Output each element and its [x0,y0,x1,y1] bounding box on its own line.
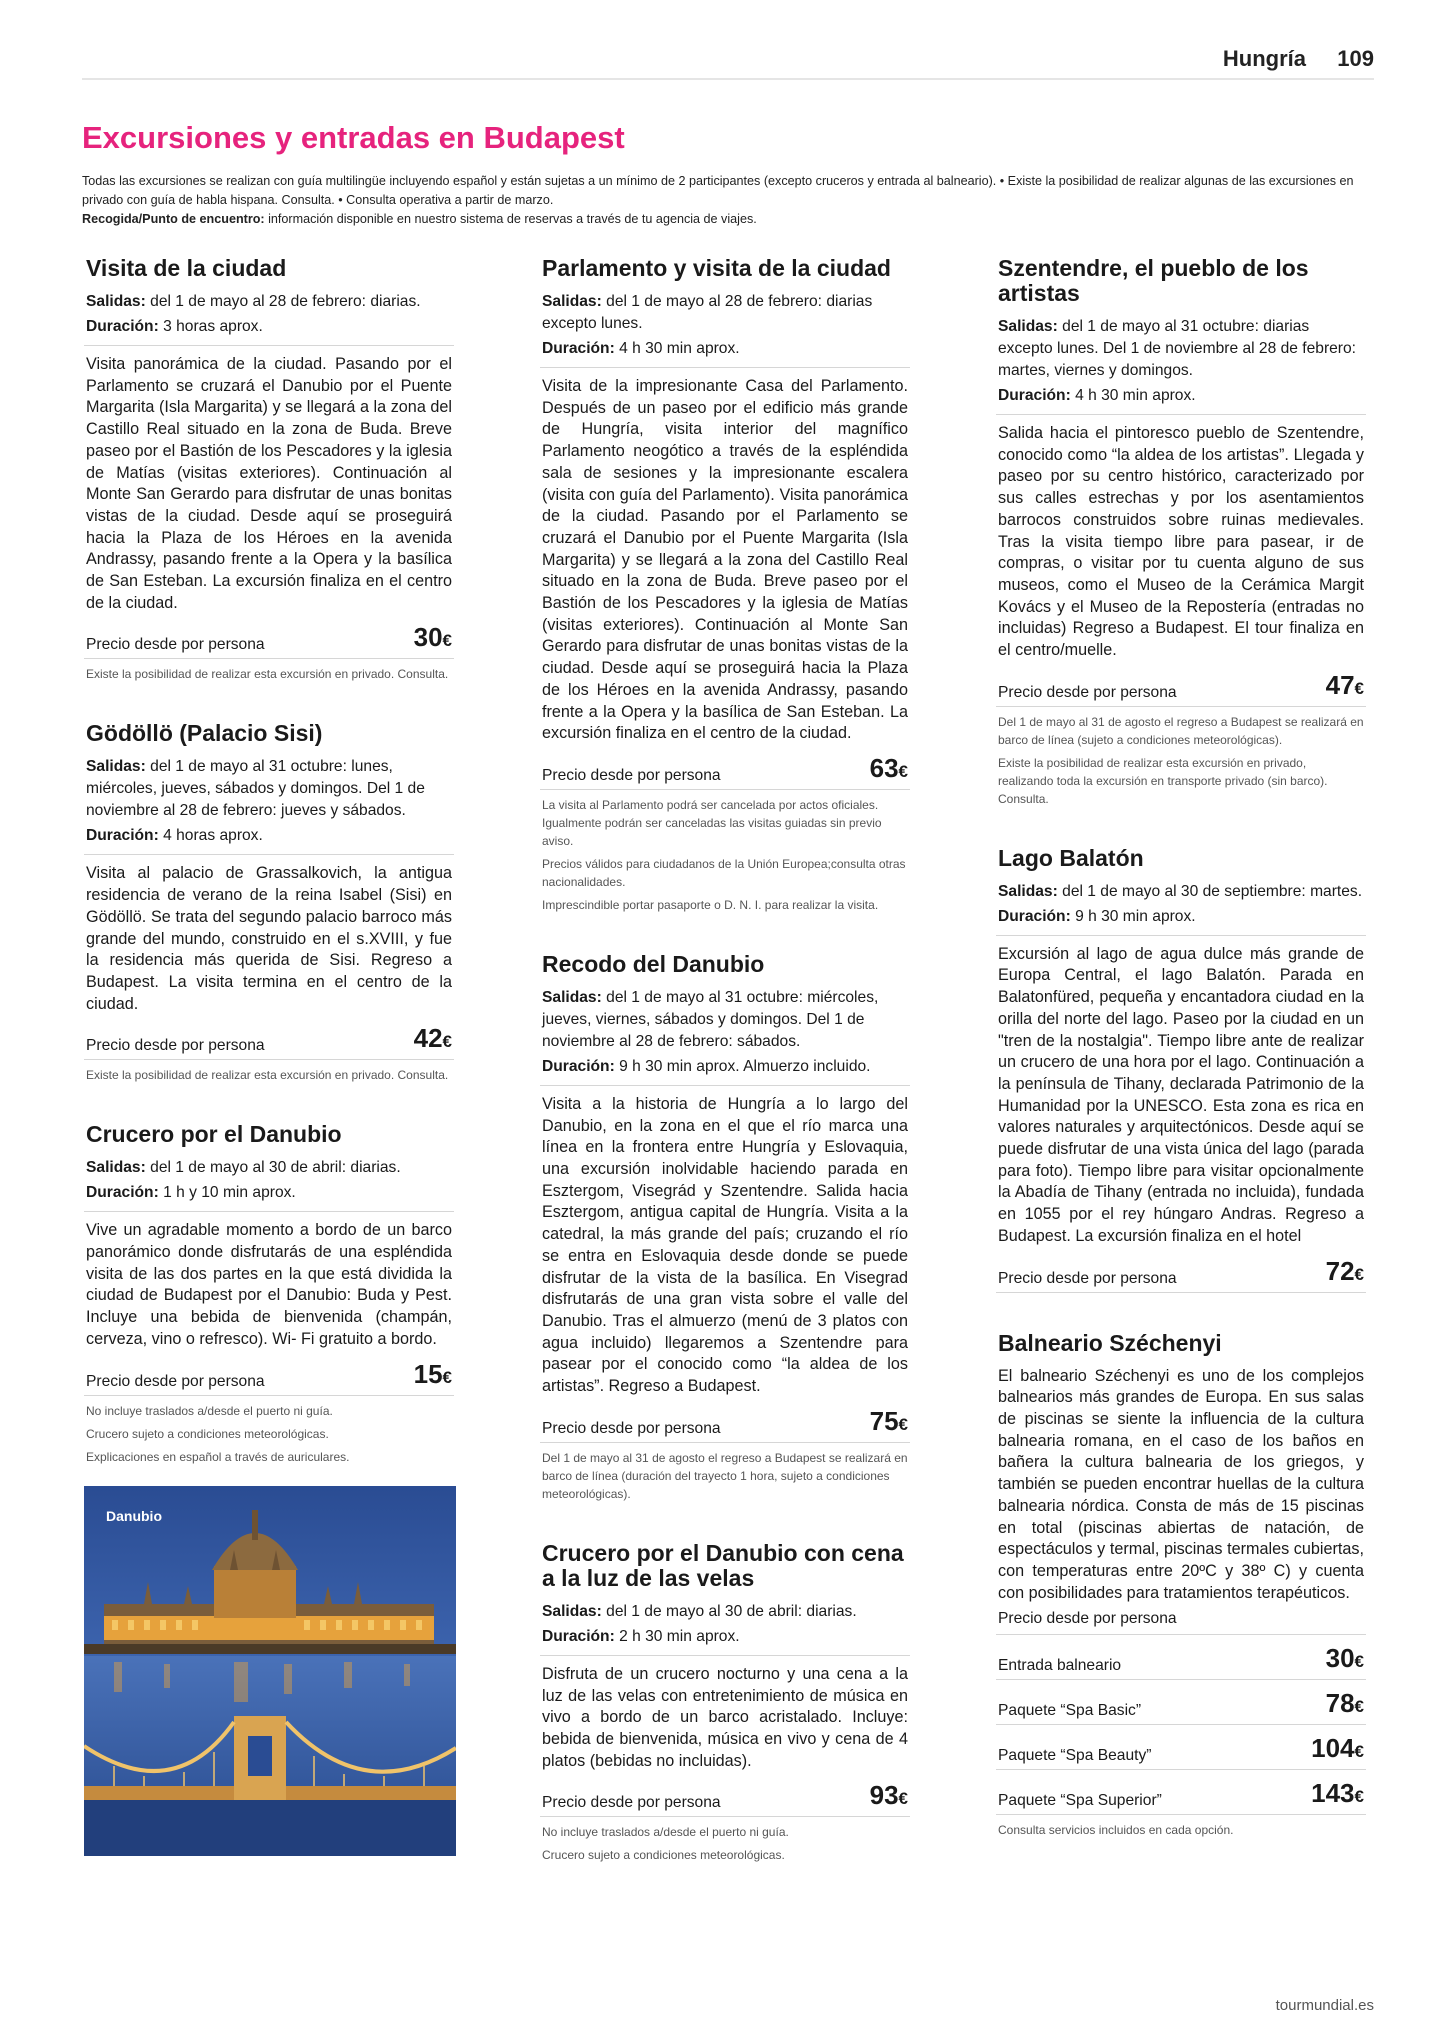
excursion-title: Lago Balatón [998,844,1144,871]
excursion-title: Visita de la ciudad [86,255,287,281]
excursion-description: Visita de la impresionante Casa del Parlamento. Después de un paseo por el edificio más grande de Hungría, visita interior del magnífico Parlamento neogótico a través de la espléndida sala de sesiones y la impresionante escalera (visita con guía del Parlamento). Visita panorámica de la ciudad. Pasando por el Parlamento se cruzará el Danubio por el Puente Margarita (Isla Margarita) y se llegará a la zona del Castillo Real situado en la zona de Buda. Breve paseo por el Bastión de los Pescadores y la iglesia de Matías (visitas exteriores). Continuación al Monte San Gerardo para disfrutar de unas bonitas vistas de la ciudad. Desde aquí se proseguirá hacia la Plaza de los Héroes en la avenida Andrassy, pasando frente a la Opera y la basílica de San Esteban. La excursión finaliza en el centro de la ciudad. [542,377,908,743]
salidas-text: del 1 de mayo al 31 octubre: miércoles, jueves, viernes, sábados y domingos. Del 1 de noviembre al 28 de febrero: sábados. [542,988,879,1050]
excursion-title: Gödöllö (Palacio Sisi) [86,720,323,747]
salidas-text: del 1 de mayo al 31 octubre: lunes, miércoles, jueves, sábados y domingos. Del 1 de noviembre al 28 de febrero: jueves y sábados. [86,758,425,820]
price-row [540,1782,910,1817]
page-title: Excursiones y entradas en Budapest [82,120,625,155]
duracion-label: Duración: [998,387,1071,404]
danubio-photo [84,1486,456,1856]
column-3 [996,256,1366,1844]
excursion-meta [540,291,910,368]
excursion-meta [996,881,1366,936]
price-label: Precio desde por persona [998,1269,1177,1287]
price-amount: 63€ [869,752,908,783]
country-label: Hungría [1222,46,1306,71]
price-label: Precio desde por persona [998,683,1177,701]
excursion-crucero-cena [540,1541,910,1865]
price-amount: 30€ [1325,1643,1364,1674]
duracion-label: Duración: [86,318,159,335]
duracion-label: Duración: [86,1184,159,1202]
salidas-text: del 1 de mayo al 30 de septiembre: martes. [1062,882,1363,900]
duracion-text: 4 h 30 min aprox. [619,340,740,357]
price-row [540,1405,910,1443]
option-label: Paquete “Spa Superior” [998,1792,1162,1810]
salidas-text: del 1 de mayo al 28 de febrero: diarias. [150,293,421,310]
price-row [84,1025,454,1060]
price-label: Precio desde por persona [542,1419,721,1437]
excursion-description: Vive un agradable momento a bordo de un barco panorámico donde disfrutarás de una espléndida visita de las dos partes en la que está dividida la ciudad de Budapest por el Danubio: Buda y Pest. Incluye una bebida de bienvenida (champán, cerveza, vino o refresco). Wi- Fi gratuito a bordo. [86,1221,452,1348]
excursion-description: El balneario Széchenyi es uno de los complejos balnearios más grandes de Europa. En sus salas de piscinas se siente la influencia de la cultura balnearia romana, en el caso de los baños en bañera la cultura balnearia de los griegos, y también se pueden encontrar huellas de la cultura balnearia nórdica. Consta de más de 15 piscinas en total (piscinas abiertas de natación, de espectáculos y termal, piscinas termales cubiertas, con temperaturas entre 20ºC y 38º C) y cuenta con posibilidades para tratamientos terapéuticos. [998,1366,1364,1602]
salidas-text: del 1 de mayo al 30 de abril: diarias. [606,1602,857,1620]
excursion-recodo [540,952,910,1503]
excursion-notes [540,1449,910,1503]
note: Crucero sujeto a condiciones meteorológicas. [542,1848,785,1863]
excursion-description: Visita a la historia de Hungría a lo largo del Danubio, en la zona en el que el río marca una línea en la frontera entre Hungría y Eslovaquia, una excursión inolvidable haciendo parada en Esztergom, Visegrád y Szentendre. Salida hacia Esztergom, antigua capital de Hungría. Visita a la catedral, la más grande del país; cruzando el río se entra en Eslovaquia desde donde se puede disfrutar de la vista de la basílica. En Visegrad disfrutarás de una gran vista sobre el valle del Danubio. Tras el almuerzo (menú de 3 platos con agua incluido) llegaremos a Szentendre para pasear por el conocido como “la aldea de los artistas”. Regreso a Budapest. [542,1094,908,1396]
price-label: Precio desde por persona [542,766,721,784]
price-row [996,669,1366,707]
excursion-szentendre [996,256,1366,808]
excursion-notes [84,1402,454,1466]
salidas-label: Salidas: [542,988,602,1006]
price-amount: 42€ [413,1023,452,1054]
excursion-title: Szentendre, el pueblo de los artistas [998,255,1309,306]
note: Existe la posibilidad de realizar esta excursión en privado. Consulta. [86,1068,449,1083]
intro-text [82,172,1372,229]
danubio-illustration [84,1486,456,1856]
pickup-text: información disponible en nuestro sistema de reservas a través de tu agencia de viajes. [268,212,757,226]
duracion-text: 4 h 30 min aprox. [1075,387,1196,404]
duracion-text: 9 h 30 min aprox. [1075,907,1196,925]
note: Explicaciones en español a través de auriculares. [86,1449,350,1464]
price-row [996,1735,1366,1770]
price-row [540,752,910,790]
price-label: Precio desde por persona [542,1794,721,1812]
page-number: 109 [1337,46,1374,71]
salidas-label: Salidas: [86,758,146,776]
pickup-label: Recogida/Punto de encuentro: [82,212,265,226]
duracion-label: Duración: [998,907,1071,925]
option-label: Paquete “Spa Beauty” [998,1747,1152,1765]
price-amount: 104€ [1311,1733,1364,1764]
price-row [84,1358,454,1396]
excursion-description: Disfruta de un crucero nocturno y una cena a la luz de las velas con entretenimiento de música en vivo a bordo de un barco acristalado. Incluye: bebida de bienvenida, música en vivo y cena de 4 platos (bebidas no incluidas). [542,1664,908,1770]
excursion-notes [996,713,1366,808]
duracion-label: Duración: [542,1057,615,1075]
option-label: Entrada balneario [998,1657,1122,1675]
duracion-text: 3 horas aprox. [163,318,263,335]
excursion-godollo [84,721,454,1084]
excursion-title: Crucero por el Danubio [86,1121,342,1148]
note: Consulta servicios incluidos en cada opción. [998,1823,1234,1838]
excursion-meta [84,291,454,346]
duracion-label: Duración: [542,340,615,357]
excursion-notes [996,1821,1366,1839]
price-amount: 93€ [869,1780,908,1811]
note: No incluye traslados a/desde el puerto ni guía. [86,1403,333,1418]
price-amount: 47€ [1325,669,1364,700]
note: La visita al Parlamento podrá ser cancelada por actos oficiales. Igualmente podrán ser canceladas las visitas guiadas sin previo aviso. [542,797,882,848]
excursion-title: Balneario Széchenyi [998,1329,1222,1356]
excursion-description: Salida hacia el pintoresco pueblo de Szentendre, conocido como “la aldea de los artistas”. Llegada y paseo por su centro histórico, caracterizado por sus calles estrechas y por los asentamientos barrocos construidos sobre ruinas medievales. Tras la visita tiempo libre para pasear, ir de compras, o visitar por tu cuenta alguno de sus museos, como el Museo de la Cerámica Margit Kovács y el Museo de la Repostería (entradas no incluidas) Regreso a Budapest. El tour finaliza en el centro/muelle. [998,424,1364,660]
salidas-label: Salidas: [998,882,1058,900]
excursion-notes [84,1066,454,1084]
salidas-text: del 1 de mayo al 28 de febrero: diarias excepto lunes. [542,293,873,332]
price-row [996,1690,1366,1725]
duracion-text: 1 h y 10 min aprox. [163,1184,296,1202]
price-row [996,1645,1366,1680]
price-header: Precio desde por persona [996,1610,1366,1635]
excursion-description: Excursión al lago de agua dulce más grande de Europa Central, el lago Balatón. Parada en Balatonfüred, pequeña y encantadora ciudad en la orilla del norte del lago. Paseo por la ciudad en un "tren de la nostalgia". Tiempo libre ante de realizar un crucero de una hora por el lago. Continuación a la península de Tihany, declarada Patrimonio de la Humanidad por la UNESCO. Esta zona es rica en valores naturales y arquitectónicos. Desde aquí se puede disfrutar de una vista única del lago (parada para foto). Tiempo libre para visitar opcionalmente la Abadía de Tihany (entrada no incluida), fundada en 1055 por el rey húngaro Andras. Regreso a Budapest. La excursión finaliza en el hotel [998,944,1364,1245]
salidas-text: del 1 de mayo al 30 de abril: diarias. [150,1159,401,1177]
excursion-parlamento [540,256,910,914]
note: Existe la posibilidad de realizar esta excursión en privado. Consulta. [86,667,449,682]
salidas-label: Salidas: [542,1602,602,1620]
note: Imprescindible portar pasaporte o D. N. I. para realizar la visita. [542,897,879,912]
price-amount: 143€ [1311,1778,1364,1809]
duracion-label: Duración: [86,827,159,845]
note: Del 1 de mayo al 31 de agosto el regreso a Budapest se realizará en barco de línea (sujeto a condiciones meteorológicas). [998,714,1364,747]
column-1 [84,256,454,1856]
photo-caption: Danubio [106,1507,162,1524]
excursion-balneario [996,1331,1366,1840]
price-amount: 30€ [413,622,452,653]
excursion-title: Crucero por el Danubio con cena a la luz de las velas [542,1539,904,1591]
price-amount: 15€ [413,1358,452,1389]
duracion-text: 9 h 30 min aprox. Almuerzo incluido. [619,1057,871,1075]
price-label: Precio desde por persona [86,1037,265,1055]
note: Precios válidos para ciudadanos de la Unión Europea;consulta otras nacionalidades. [542,856,906,889]
salidas-label: Salidas: [998,318,1058,335]
salidas-label: Salidas: [86,1159,146,1177]
excursion-meta [996,316,1366,415]
price-row [84,624,454,659]
excursion-visita-ciudad [84,256,454,683]
excursion-meta [540,987,910,1086]
excursion-description: Visita al palacio de Grassalkovich, la antigua residencia de verano de la reina Isabel (Sisi) en Gödöllö. Se trata del segundo palacio barroco más grande del mundo, construido en el s.XVIII, y fue la residencia más querida de Sisi. Regreso a Budapest. La visita termina en el centro de la ciudad. [86,864,452,1013]
price-label: Precio desde por persona [86,1372,265,1390]
excursion-notes [540,796,910,914]
excursion-meta [540,1601,910,1656]
footer-url[interactable]: tourmundial.es [1275,1997,1374,2014]
excursion-description: Visita panorámica de la ciudad. Pasando por el Parlamento se cruzará el Danubio por el Puente Margarita (Isla Margarita) y se llegará a la zona del Castillo Real situado en la zona de Buda. Breve paseo por el Bastión de los Pescadores y la iglesia de Matías (visitas exteriores). Continuación al Monte San Gerardo para disfrutar de unas bonitas vistas de la ciudad. Desde aquí se proseguirá hacia la Plaza de los Héroes en la avenida Andrassy, pasando frente a la Opera y la basílica de San Esteban. La excursión finaliza en el centro de la ciudad. [86,355,452,612]
note: Crucero sujeto a condiciones meteorológicas. [86,1426,329,1441]
excursion-meta [84,1157,454,1212]
price-amount: 78€ [1325,1688,1364,1719]
excursion-balaton [996,846,1366,1293]
excursion-notes [540,1823,910,1864]
excursion-title: Parlamento y visita de la ciudad [542,255,891,281]
duracion-text: 4 horas aprox. [163,827,263,845]
price-row [996,1780,1366,1815]
price-label: Precio desde por persona [86,636,265,654]
duracion-text: 2 h 30 min aprox. [619,1627,740,1645]
price-amount: 75€ [869,1405,908,1436]
excursion-title: Recodo del Danubio [542,950,765,977]
salidas-text: del 1 de mayo al 31 octubre: diarias excepto lunes. Del 1 de noviembre al 28 de febrero: martes, viernes y domingos. [998,318,1357,379]
intro-line: Todas las excursiones se realizan con guía multilingüe incluyendo español y están sujetas a un mínimo de 2 participantes (excepto cruceros y entrada al balneario). • Existe la posibilidad de realizar algunas de las excursiones en privado con guía de habla hispana. Consulta. • Consulta operativa a partir de marzo. [82,174,1354,207]
note: No incluye traslados a/desde el puerto ni guía. [542,1825,789,1840]
excursion-crucero [84,1122,454,1465]
note: Existe la posibilidad de realizar esta excursión en privado, realizando toda la excursión en transporte privado (sin barco). Consulta. [998,755,1328,806]
excursion-notes [84,665,454,683]
note: Del 1 de mayo al 31 de agosto el regreso a Budapest se realizará en barco de línea (duración del trayecto 1 hora, sujeto a condiciones meteorológicas). [542,1450,908,1501]
price-amount: 72€ [1325,1255,1364,1286]
salidas-label: Salidas: [86,293,146,310]
column-2 [540,256,910,1902]
salidas-label: Salidas: [542,293,602,310]
duracion-label: Duración: [542,1627,615,1645]
page-header [82,46,1374,80]
price-row [996,1255,1366,1293]
excursion-meta [84,756,454,855]
option-label: Paquete “Spa Basic” [998,1702,1142,1720]
